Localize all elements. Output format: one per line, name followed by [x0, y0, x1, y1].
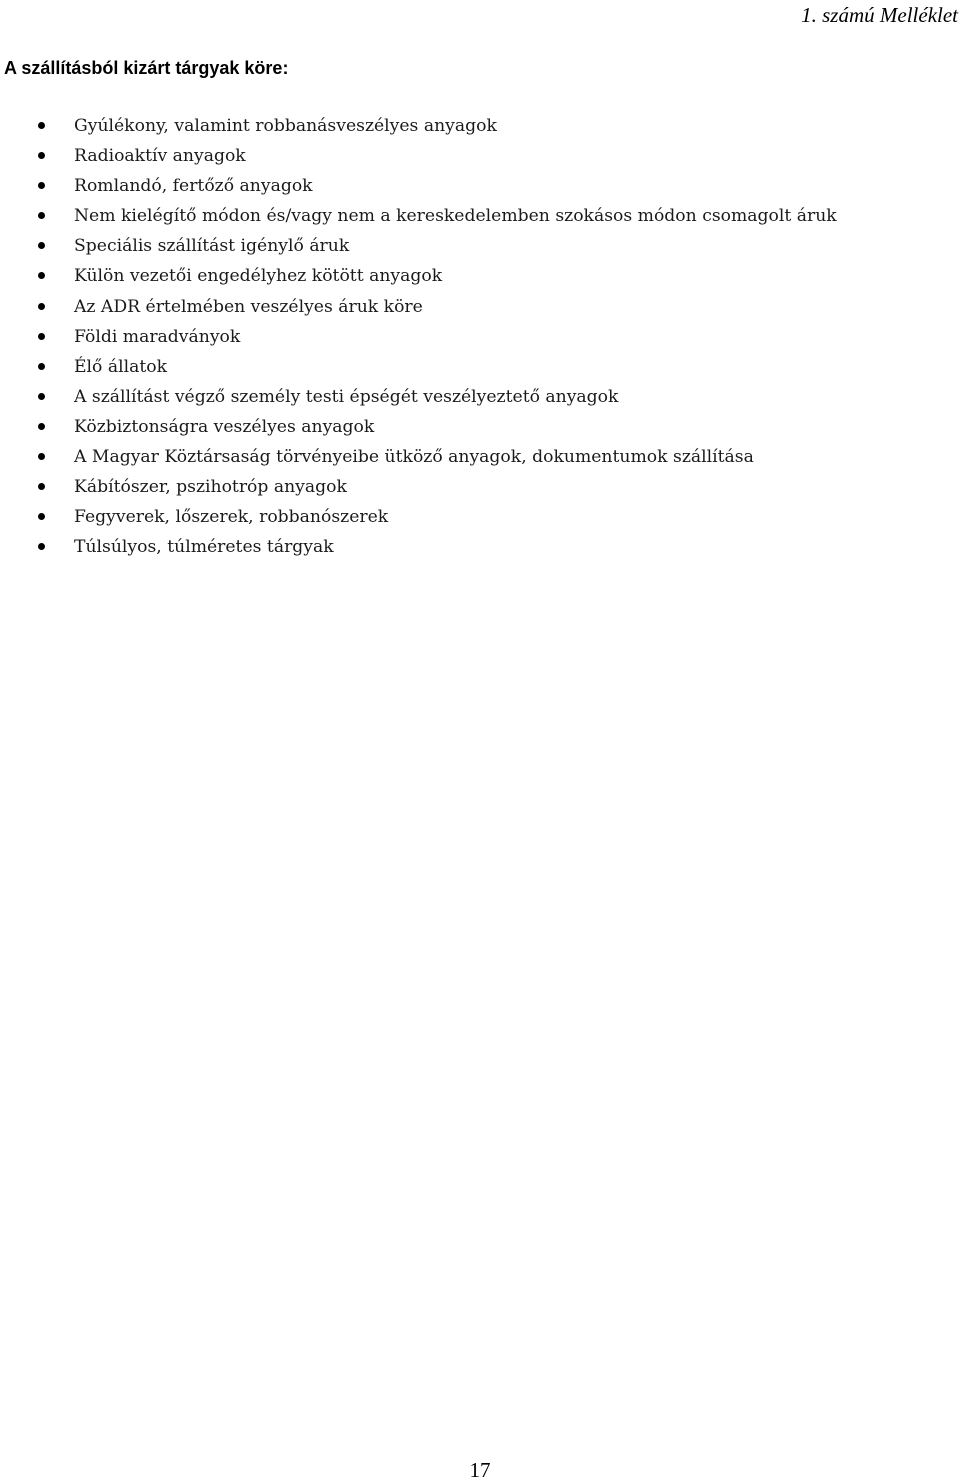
bullet-icon — [38, 242, 45, 249]
list-item-text: Az ADR értelmében veszélyes áruk köre — [74, 296, 423, 317]
list-item-text: Kábítószer, pszihotróp anyagok — [74, 477, 347, 498]
bullet-icon — [38, 182, 45, 189]
bullet-icon — [38, 423, 45, 430]
list-item — [0, 111, 940, 141]
list-item — [0, 261, 940, 291]
list-item-text: A Magyar Köztársaság törvényeibe ütköző anyagok, dokumentumok szállítása — [74, 447, 754, 468]
bullet-icon — [38, 303, 45, 310]
list-item-text: Túlsúlyos, túlméretes tárgyak — [74, 537, 334, 558]
list-item-text: Radioaktív anyagok — [74, 146, 246, 167]
bullet-icon — [38, 393, 45, 400]
list-item-text: Nem kielégítő módon és/vagy nem a kereskedelemben szokásos módon csomagolt áruk — [74, 206, 837, 227]
bullet-icon — [38, 363, 45, 370]
list-item — [0, 382, 940, 412]
list-item — [0, 322, 940, 352]
list-item — [0, 442, 940, 472]
bullet-icon — [38, 483, 45, 490]
list-item-text: Gyúlékony, valamint robbanásveszélyes anyagok — [74, 116, 497, 136]
list-item — [0, 201, 940, 231]
list-item-text: Külön vezetői engedélyhez kötött anyagok — [74, 266, 443, 287]
page-number: 17 — [469, 1458, 491, 1482]
list-item-text: Fegyverek, lőszerek, robbanószerek — [74, 507, 389, 528]
annex-label: 1. számú Melléklet — [801, 3, 958, 27]
bullet-icon — [38, 333, 45, 340]
list-item — [0, 231, 940, 261]
list-item — [0, 502, 940, 532]
list-item — [0, 532, 940, 562]
list-item — [0, 472, 940, 502]
bullet-icon — [38, 543, 45, 550]
bullet-icon — [38, 152, 45, 159]
excluded-items-list — [0, 111, 940, 562]
list-item-text: Földi maradványok — [74, 326, 241, 347]
bullet-icon — [38, 453, 45, 460]
bullet-icon — [38, 212, 45, 219]
list-item-text: Élő állatok — [74, 356, 168, 377]
list-item-text: A szállítást végző személy testi épségét veszélyeztető anyagok — [74, 386, 619, 407]
list-item — [0, 292, 940, 322]
list-item-text: Közbiztonságra veszélyes anyagok — [74, 416, 375, 437]
bullet-icon — [38, 272, 45, 279]
bullet-icon — [38, 513, 45, 520]
section-heading: A szállításból kizárt tárgyak köre: — [4, 58, 289, 78]
list-item-text: Speciális szállítást igénylő áruk — [74, 236, 350, 257]
list-item — [0, 412, 940, 442]
list-item — [0, 352, 940, 382]
bullet-icon — [38, 122, 45, 129]
list-item — [0, 141, 940, 171]
list-item — [0, 171, 940, 201]
list-item-text: Romlandó, fertőző anyagok — [74, 176, 313, 197]
